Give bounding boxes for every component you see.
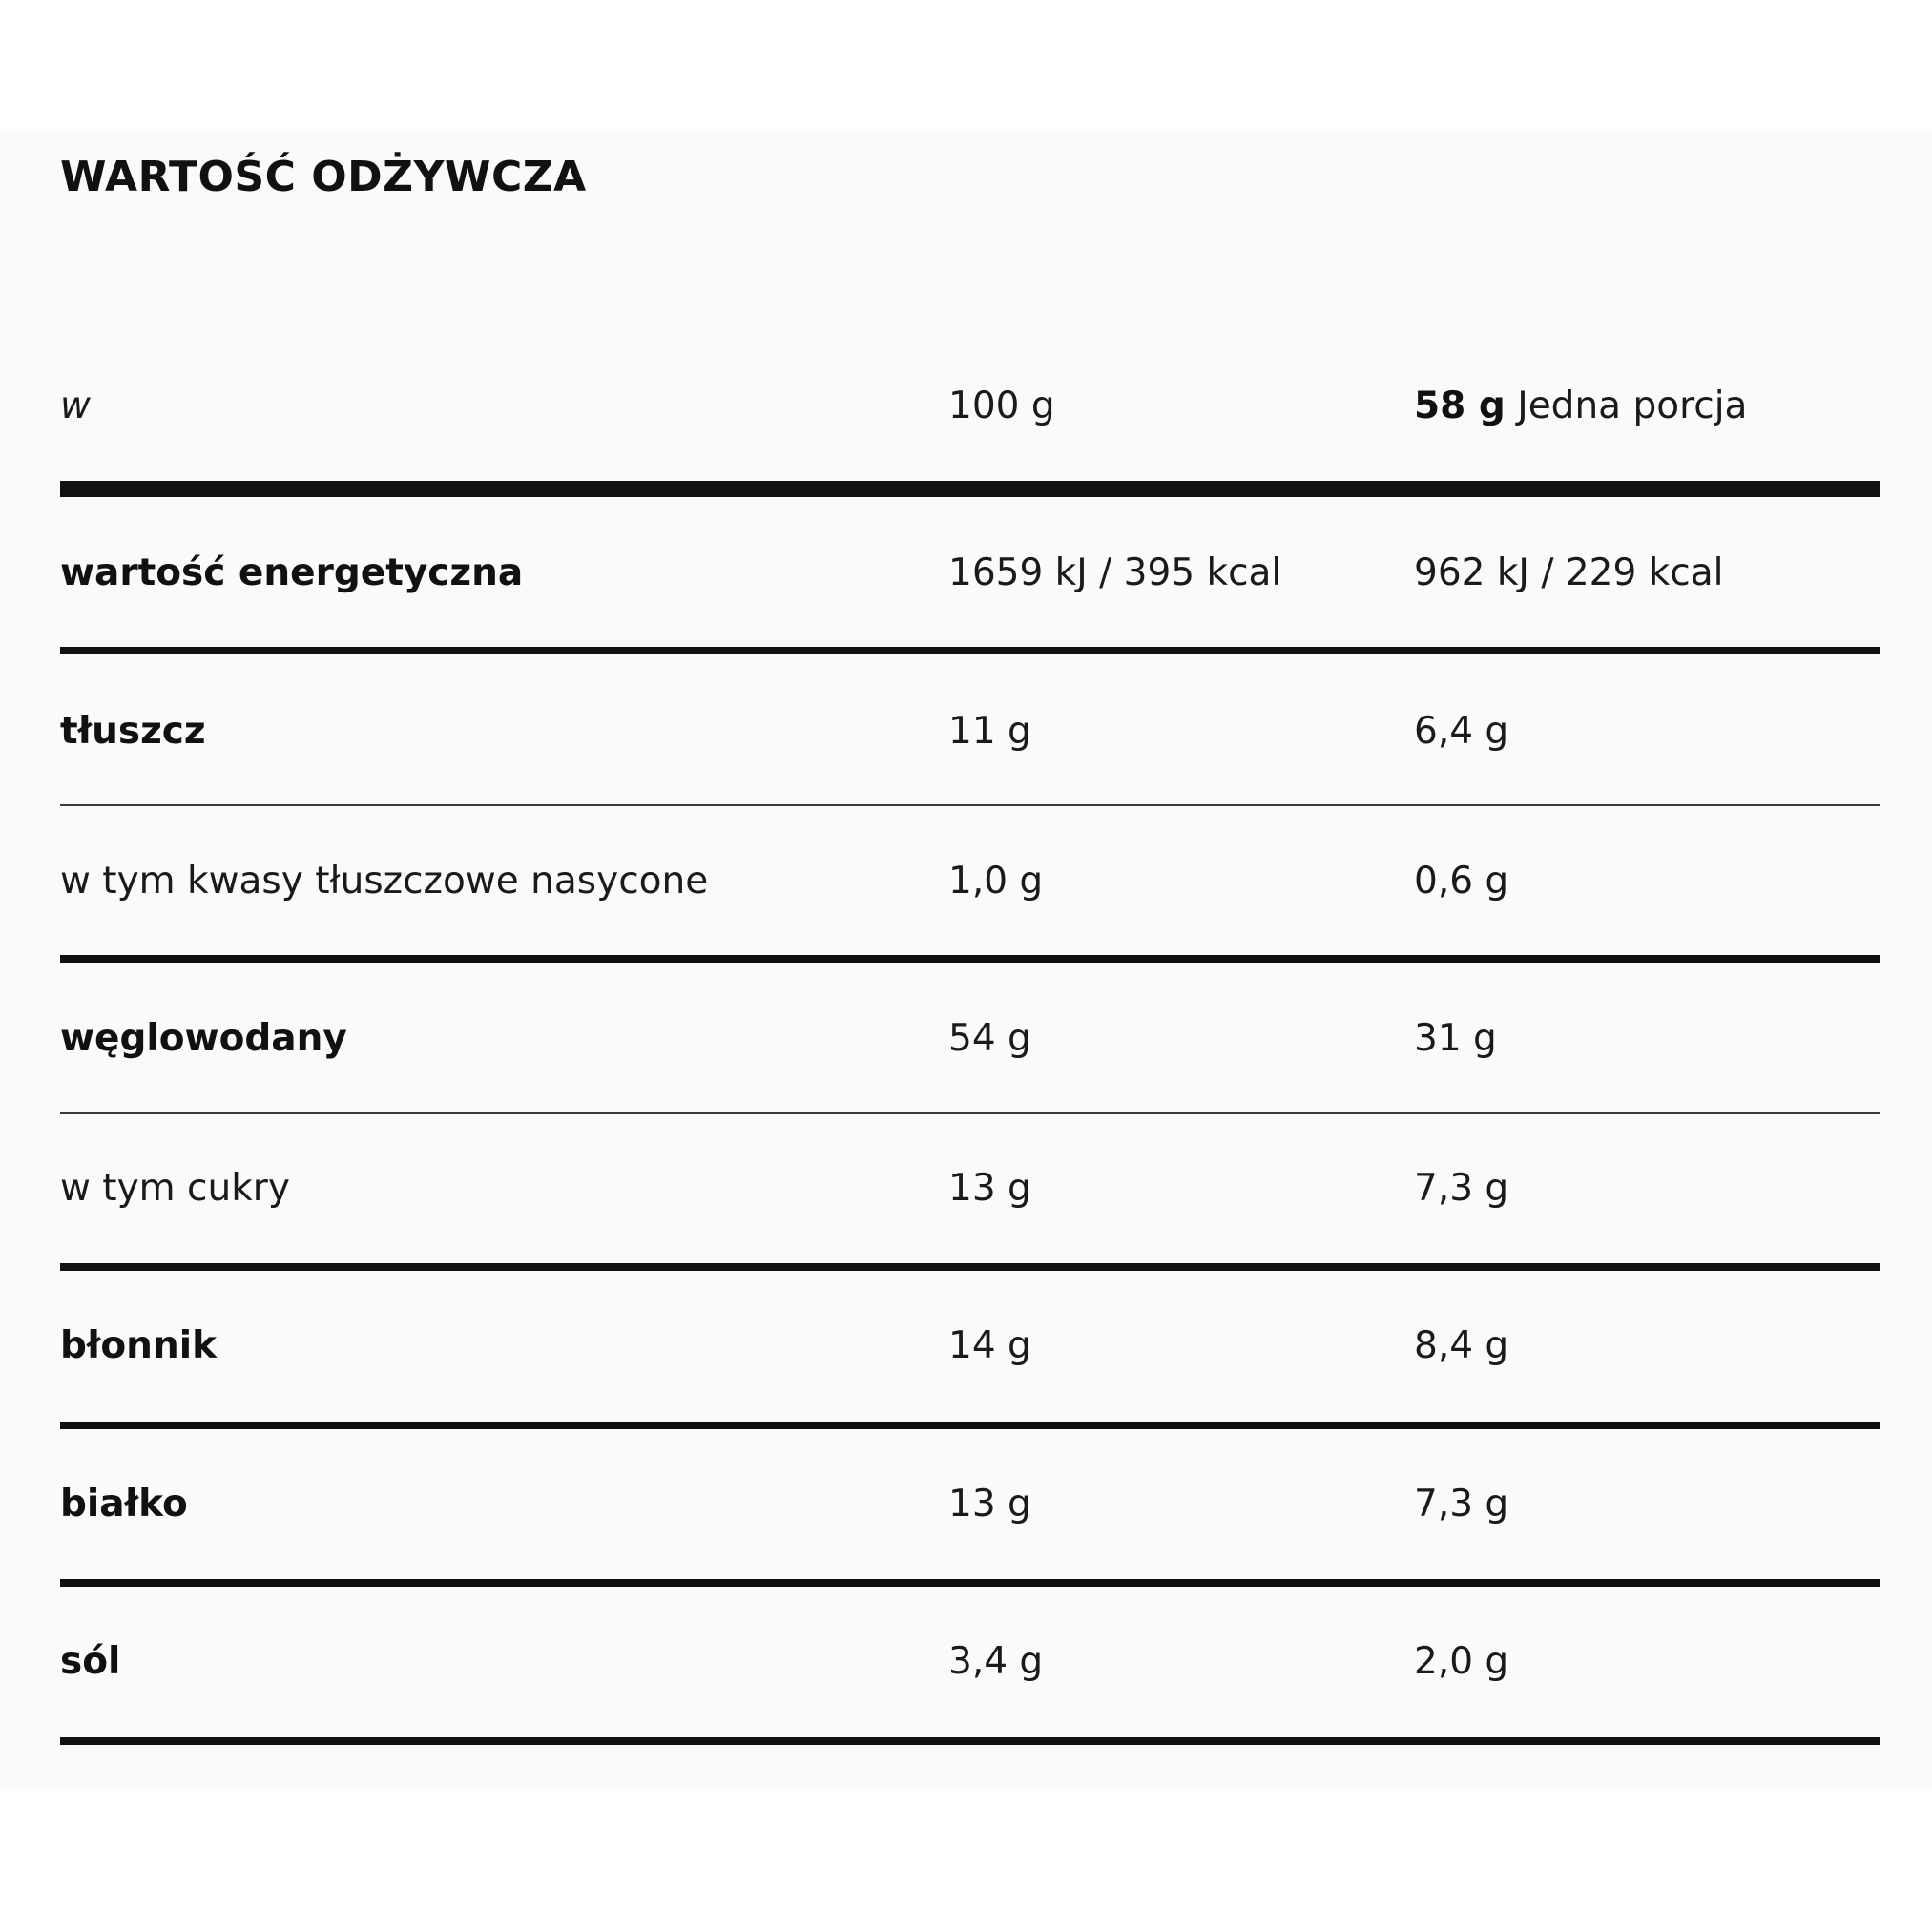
nutrient-name: tłuszcz bbox=[60, 710, 206, 753]
page-title: WARTOŚĆ ODŻYWCZA bbox=[60, 153, 587, 201]
row-divider bbox=[60, 1579, 1880, 1587]
nutrient-name: w tym kwasy tłuszczowe nasycone bbox=[60, 860, 709, 903]
table-bottom-rule bbox=[60, 1737, 1880, 1745]
nutrient-per-100: 54 g bbox=[948, 1017, 1031, 1060]
nutrient-name: wartość energetyczna bbox=[60, 551, 524, 594]
nutrient-portion: 962 kJ / 229 kcal bbox=[1414, 551, 1724, 594]
nutrient-portion: 2,0 g bbox=[1414, 1640, 1509, 1683]
nutrient-portion: 0,6 g bbox=[1414, 860, 1509, 903]
row-divider bbox=[60, 1422, 1880, 1429]
row-divider bbox=[60, 1263, 1880, 1271]
nutrient-portion: 7,3 g bbox=[1414, 1167, 1509, 1210]
nutrient-per-100: 1,0 g bbox=[948, 860, 1044, 903]
row-divider bbox=[60, 804, 1880, 806]
header-portion bbox=[1414, 384, 1748, 427]
nutrient-per-100: 14 g bbox=[948, 1324, 1031, 1367]
portion-label: Jedna porcja bbox=[1517, 384, 1748, 427]
row-divider bbox=[60, 647, 1880, 654]
nutrient-name: w tym cukry bbox=[60, 1167, 290, 1210]
nutrient-per-100: 1659 kJ / 395 kcal bbox=[948, 551, 1282, 594]
nutrient-per-100: 13 g bbox=[948, 1167, 1031, 1210]
nutrient-portion: 8,4 g bbox=[1414, 1324, 1509, 1367]
nutrient-per-100: 11 g bbox=[948, 710, 1031, 753]
nutrient-portion: 6,4 g bbox=[1414, 710, 1509, 753]
nutrient-portion: 7,3 g bbox=[1414, 1483, 1509, 1526]
nutrient-name: sól bbox=[60, 1640, 121, 1683]
row-divider bbox=[60, 1112, 1880, 1114]
nutrient-per-100: 13 g bbox=[948, 1483, 1031, 1526]
header-per-100: 100 g bbox=[948, 384, 1055, 427]
nutrient-name: węglowodany bbox=[60, 1017, 347, 1060]
header-divider bbox=[60, 481, 1880, 497]
nutrient-portion: 31 g bbox=[1414, 1017, 1497, 1060]
nutrient-name: białko bbox=[60, 1483, 188, 1526]
nutrient-per-100: 3,4 g bbox=[948, 1640, 1044, 1683]
portion-amount: 58 g bbox=[1414, 384, 1506, 427]
nutrient-name: błonnik bbox=[60, 1324, 218, 1367]
row-divider bbox=[60, 955, 1880, 963]
header-label: w bbox=[60, 384, 91, 427]
